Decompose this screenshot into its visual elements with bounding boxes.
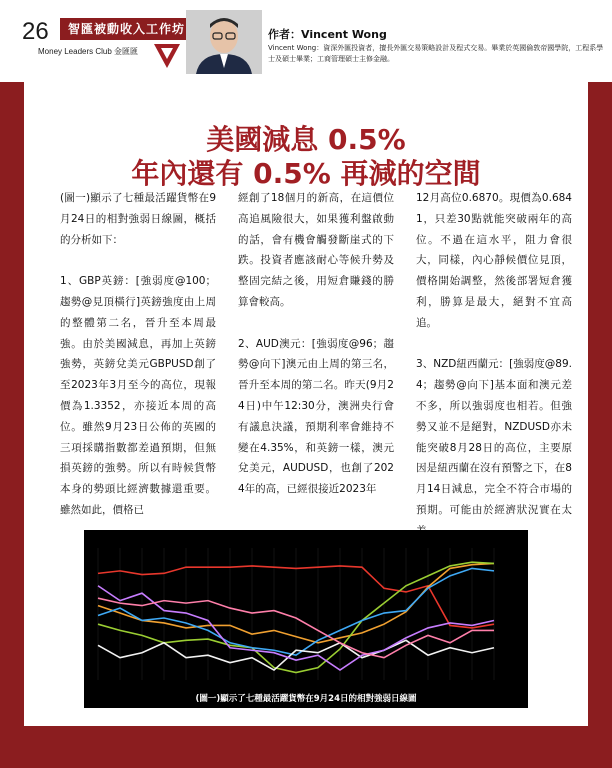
column-tagline: 智匯被動收入工作坊 [60,18,193,40]
author-bio: Vincent Wong：資深外匯投資者，擅長外匯交易策略設計及程式交易。畢業於英國倫敦帝國學院，工程系學士及碩士畢業；工商管理碩士主修金融。 [268,44,604,63]
article-page [24,82,588,726]
article-column-1: (圖一)顯示了七種最活躍貨幣在9月24日的相對強弱日線圖，概括的分析如下： 1、GBP英鎊：[強弱度@100；趨勢@見頂橫行]英鎊強度由上周的整體第二名，晉升至本周最強。由於美國減息，再加上英鎊強勢，英鎊兌美元GBPUSD創了至2023年3月至今的高位，現報價為1.3352，亦接近本周的高位。雖然9月23日公佈的英國的三項採購指數都差過預期，但無損英鎊的強勢。所以有時候貨幣本身的勢頭比經濟數據還重要。雖然如此，價格已 [60,192,216,516]
chart-canvas [84,530,528,688]
strength-chart [84,530,528,708]
page-header [0,0,612,82]
article-column-3: 12月高位0.6870。現價為0.6841，只差30點就能突破兩年的高位。不過在這水平，阻力會很大，同樣，內心靜候價位見頂，價格開始調整，然後部署短倉獲利，勝算是最大，絕對不宜高追。 3、NZD紐西蘭元：[強弱度@89.4；趨勢@向下]基本面和澳元差不多，所以強弱度也相若。但強勢又並不是絕對，NZDUSD亦未能突破8月28日的高位，主要原因是紐西蘭在沒有預警之下，在8月14日減息，完全不符合市場的預期。可能由於經濟狀況實在太 [416,192,572,516]
club-name: Money Leaders Club 金匯匯 [38,47,139,56]
page-number: 26 [22,18,49,45]
figure-caption: (圖一)顯示了七種最活躍貨幣在9月24日的相對強弱日線圖 [195,694,417,704]
author-photo [186,10,262,74]
article-title-line2: 年內還有 0.5% 再減的空間 [131,157,481,190]
author-name: 作者：Vincent Wong [268,28,387,41]
article-column-2: 經創了18個月的新高，在這價位高追風險很大，如果獲利盤啟動的話，會有機會觸發斷崖式的下跌。投資者應該耐心等候升勢及整固完結之後，用短倉賺錢的勝算會較高。 2、AUD澳元：[強弱度@96；趨勢@向下]澳元由上周的第三名，晉升至本周的第二名。昨天(9月24日)中午12:30分，澳洲央行會有議息決議，預期利率會維持不變在4.35%，和英鎊一樣，澳元兌美元，AUDUSD，也創了2024年的高，已經很接近2023年 [238,192,394,496]
v-logo-icon [154,44,180,68]
article-title-line1: 美國減息 0.5% [206,123,406,156]
